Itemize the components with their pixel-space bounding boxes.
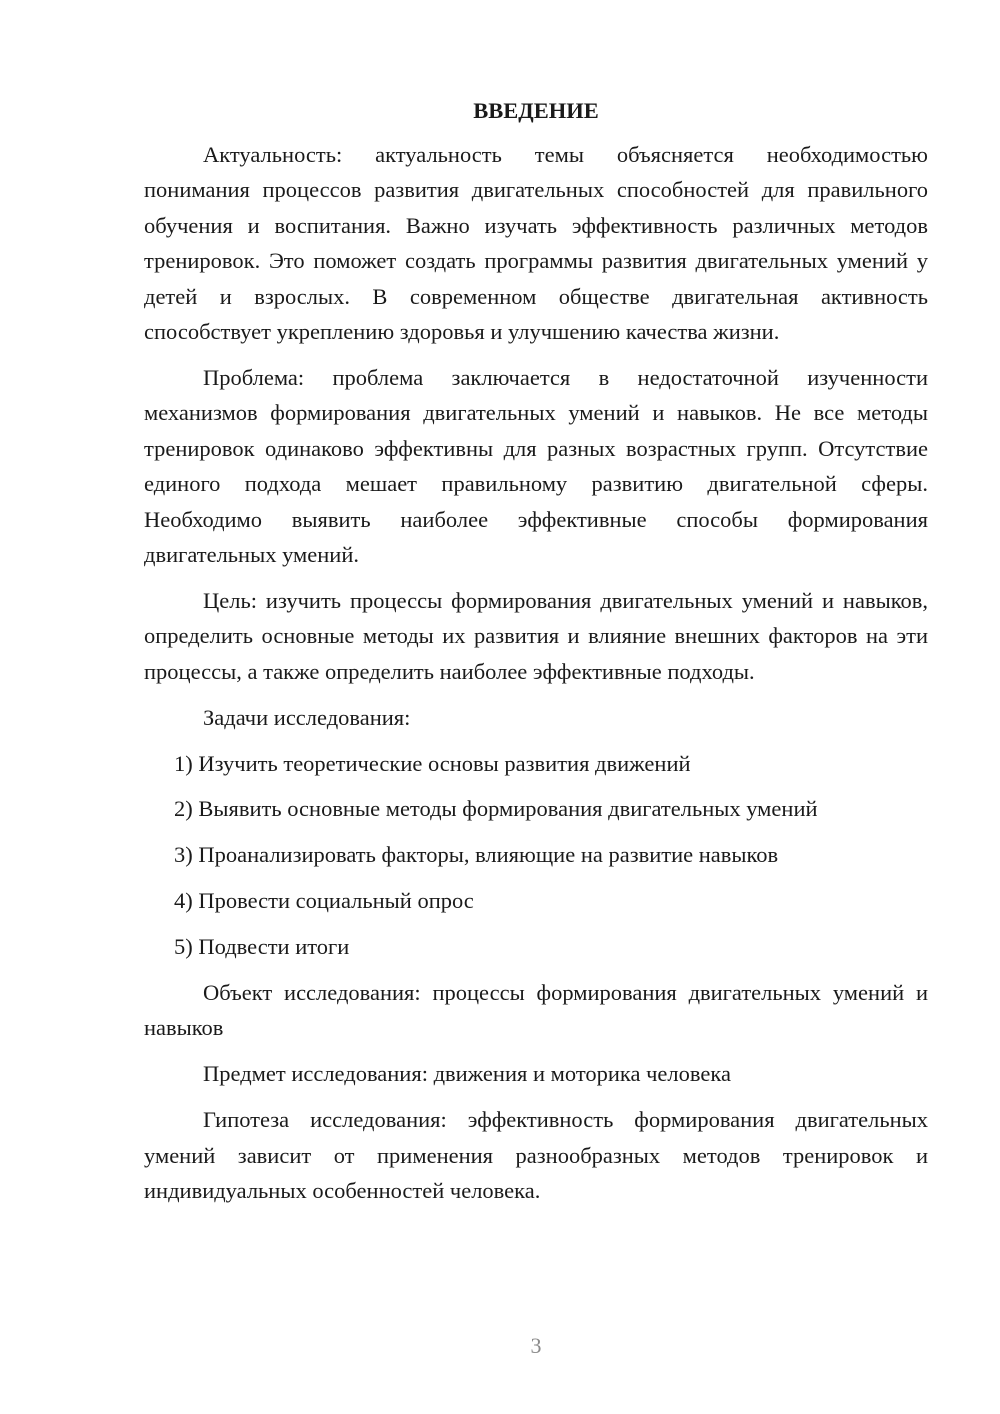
task-item-2: 2) Выявить основные методы формирования двигательных умений — [174, 796, 818, 822]
task-item-3: 3) Проанализировать факторы, влияющие на развитие навыков — [174, 842, 779, 868]
page-heading: ВВЕДЕНИЕ — [473, 98, 599, 123]
paragraph-hypothesis: Гипотеза исследования: эффективность формирования двигательных умений зависит от применения разнообразных методов тренировок и индивидуальных особенностей человека. — [144, 1107, 928, 1204]
task-item-5: 5) Подвести итоги — [174, 934, 350, 960]
tasks-label: Задачи исследования: — [203, 704, 411, 730]
task-item-4: 4) Провести социальный опрос — [174, 888, 474, 914]
page-number: 3 — [530, 1333, 542, 1358]
task-list — [144, 746, 928, 965]
paragraph-problem: Проблема: проблема заключается в недостаточной изученности механизмов формирования двигательных умений и навыков. Не все методы тренировок одинаково эффективны для разных возрастных групп. Отсутствие единого подхода мешает правильному развитию двигательной сферы. Необходимо выявить наиболее эффективные способы формирования двигательных умений. — [144, 364, 928, 567]
paragraph-subject: Предмет исследования: движения и моторика человека — [203, 1061, 731, 1087]
paragraph-goal: Цель: изучить процессы формирования двигательных умений и навыков, определить основные методы их развития и влияние внешних факторов на эти процессы, а также определить наиболее эффективные подходы. — [144, 587, 928, 684]
paragraph-relevance: Актуальность: актуальность темы объясняется необходимостью понимания процессов развития двигательных способностей для правильного обучения и воспитания. Важно изучать эффективность различных методов тренировок. Это поможет создать программы развития двигательных умений у детей и взрослых. В современном обществе двигательная активность способствует укреплению здоровья и улучшению качества жизни. — [144, 142, 928, 345]
paragraph-object: Объект исследования: процессы формирования двигательных умений и навыков — [144, 980, 928, 1041]
page-content — [144, 95, 928, 1219]
task-item-1: 1) Изучить теоретические основы развития движений — [174, 750, 691, 776]
